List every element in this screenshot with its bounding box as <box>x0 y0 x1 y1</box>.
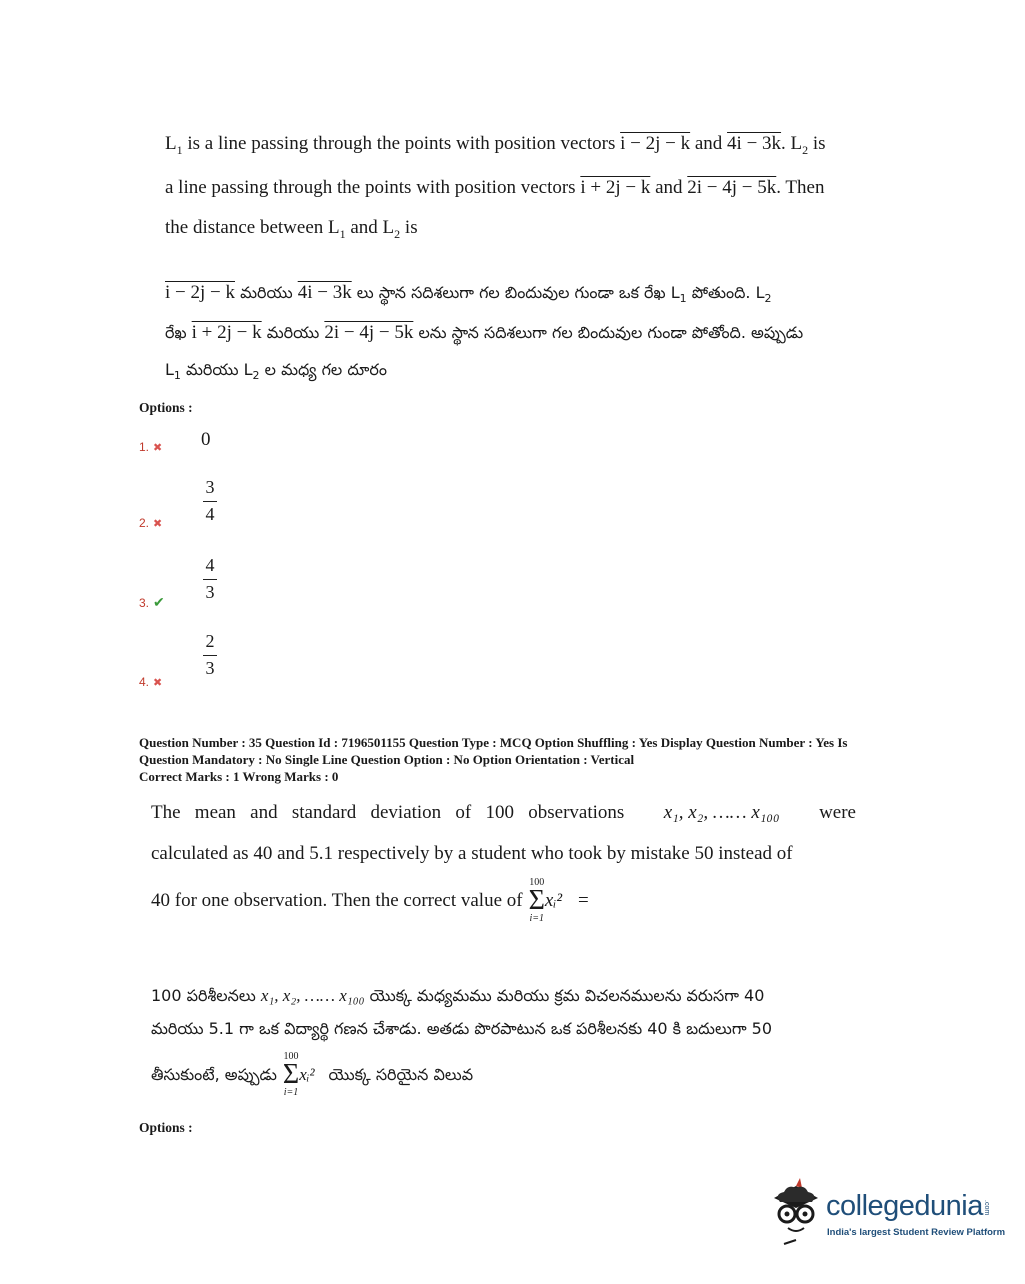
option-3-marker[interactable]: 3. ✔ <box>139 594 165 610</box>
q34-te-line-1: i − 2j − k మరియు 4i − 3k లు స్థాన సదిశలుగా గల బిందువుల గుండా ఒక రేఖ $L_1$ పోతుంది. $L_2$ <box>165 282 772 306</box>
wrong-icon: ✖ <box>153 442 163 454</box>
vector-expression: 4i − 3k <box>727 133 782 154</box>
options-label: Options : <box>139 1120 193 1135</box>
q35-en-line-1: The mean and standard deviation of 100 observations x₁, x₂, …… x₁₀₀ were <box>151 802 856 823</box>
denominator: 3 <box>205 657 215 678</box>
vector-expression: 2i − 4j − 5k <box>687 177 777 198</box>
numerator: 3 <box>205 477 215 497</box>
q34-te-line-3: $L_1$ మరియు $L_2$ ల మధ్య గల దూరం <box>165 360 387 383</box>
q34-te-line-2: రేఖ i + 2j − k మరియు 2i − 4j − 5k లను స్థాన సదిశలుగా గల బిందువుల గుండా పోతోంది. అప్పుడు <box>165 322 804 343</box>
option-1-marker[interactable]: 1. ✖ <box>139 440 163 454</box>
q34-en-line-3: the distance between $L_1$ and $L_2$ is <box>165 217 418 241</box>
option-2-fraction <box>203 478 217 525</box>
collegedunia-logo[interactable]: collegedunia.com <box>826 1190 990 1222</box>
denominator: 4 <box>205 503 215 524</box>
vector-expression: i − 2j − k <box>620 133 691 154</box>
option-4-fraction <box>203 632 217 679</box>
option-2-marker[interactable]: 2. ✖ <box>139 516 163 530</box>
q35-te-line-2: మరియు 5.1 గా ఒక విద్యార్థి గణన చేశాడు. అతడు పొరపాటున ఒక పరిశీలనకు 40 కి బదులుగా 50 <box>151 1019 773 1038</box>
q35-te-line-3: తీసుకుంటే, అప్పుడు 100 Σ i=1 xᵢ² యొక్క సరియైన విలువ <box>151 1051 474 1098</box>
option-3-fraction <box>203 556 217 603</box>
denominator: 3 <box>205 581 215 602</box>
q35-en-line-3: 40 for one observation. Then the correct value of 100 Σ i=1 xᵢ² = <box>151 877 589 924</box>
summation: 100 Σ i=1 <box>528 877 545 924</box>
check-icon: ✔ <box>153 594 165 610</box>
question-meta: Question Number : 35 Question Id : 7196501155 Question Type : MCQ Option Shuffling : Yes Display Question Number : Yes Is Question Mandatory : No Single Line Question Option : No Option Orientation : Vertical Correct Marks : 1 Wrong Marks : 0 <box>139 735 848 784</box>
q34-en-line-2: a line passing through the points with position vectors i + 2j − k and 2i − 4j − 5k. Then <box>165 177 825 198</box>
collegedunia-mascot-icon <box>766 1178 826 1248</box>
wrong-icon: ✖ <box>153 518 163 530</box>
logo-wordmark: collegedunia <box>826 1190 983 1222</box>
option-4-marker[interactable]: 4. ✖ <box>139 675 163 689</box>
summation: 100 Σ i=1 <box>282 1051 300 1098</box>
wrong-icon: ✖ <box>153 677 163 689</box>
q35-te-line-1: 100 పరిశీలనలు x₁, x₂, …… x₁₀₀ యొక్క మధ్యమము మరియు క్రమ విచలనములను వరుసగా 40 <box>151 986 765 1005</box>
numerator: 2 <box>205 631 215 651</box>
q34-en-line-1: $L_1$ is a line passing through the points with position vectors i − 2j − k and 4i − 3k. $L_2$ is <box>165 133 826 157</box>
vector-expression: i + 2j − k <box>580 177 651 198</box>
numerator: 4 <box>205 555 215 575</box>
q35-en-line-2: calculated as 40 and 5.1 respectively by a student who took by mistake 50 instead of <box>151 843 793 864</box>
logo-tagline: India's largest Student Review Platform <box>827 1227 1006 1238</box>
options-label: Options : <box>139 400 193 415</box>
option-1-value: 0 <box>201 429 211 450</box>
